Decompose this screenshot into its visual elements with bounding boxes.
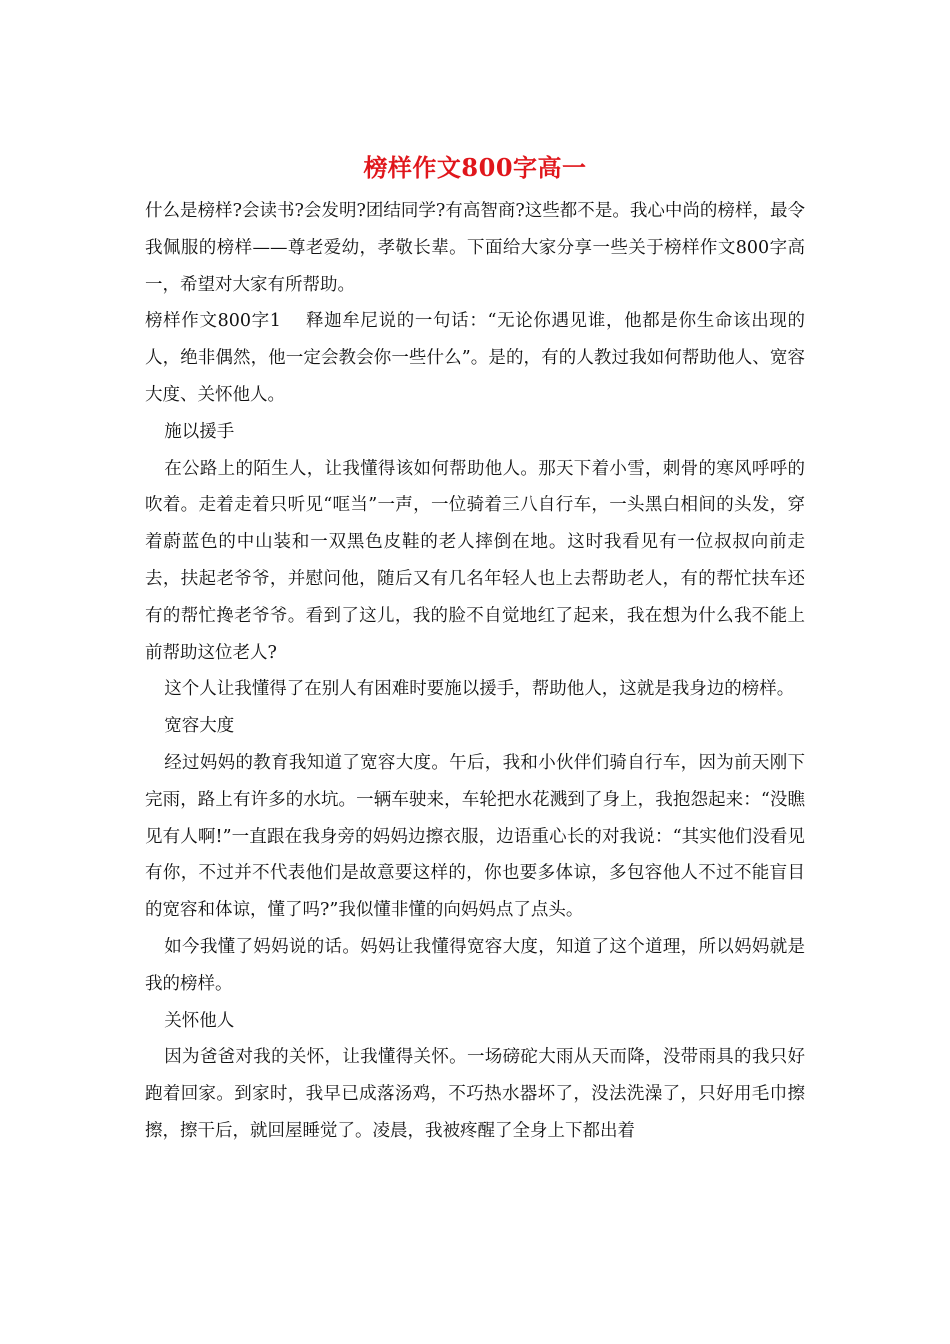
paragraph-care-story: 因为爸爸对我的关怀，让我懂得关怀。一场磅砣大雨从天而降，没带雨具的我只好跑着回家。到家时，我早已成落汤鸡，不巧热水器坏了，没法洗澡了，只好用毛巾擦擦，擦干后，就回屋睡觉了。凌晨，我被疼醒了全身上下都出着 bbox=[145, 1047, 805, 1141]
paragraph-help-story: 在公路上的陌生人，让我懂得该如何帮助他人。那天下着小雪，刺骨的寒风呼呼的吹着。走着走着只听见“哐当”一声，一位骑着三八自行车，一头黑白相间的头发，穿着蔚蓝色的中山装和一双黑色皮鞋的老人摔倒在地。这时我看见有一位叔叔向前走去，扶起老爷爷，并慰问他，随后又有几名年轻人也上去帮助老人，有的帮忙扶车还有的帮忙搀老爷爷。看到了这儿，我的脸不自觉地红了起来，我在想为什么我不能上前帮助这位老人? bbox=[145, 458, 805, 663]
document-title: 榜样作文800字高一 bbox=[363, 153, 587, 182]
paragraph-tolerance-conclusion: 如今我懂了妈妈说的话。妈妈让我懂得宽容大度，知道了这个道理，所以妈妈就是我的榜样。 bbox=[145, 936, 805, 994]
paragraph-help-conclusion: 这个人让我懂得了在别人有困难时要施以援手，帮助他人，这就是我身边的榜样。 bbox=[164, 679, 795, 700]
section-heading-care: 关怀他人 bbox=[164, 1010, 235, 1031]
section-heading-help: 施以援手 bbox=[164, 421, 235, 442]
paragraph-intro: 什么是榜样?会读书?会发明?团结同学?有高智商?这些都不是。我心中尚的榜样，最令我佩服的榜样——尊老爱幼，孝敬长辈。下面给大家分享一些关于榜样作文800字高一，希望对大家有所帮助。 bbox=[145, 201, 805, 295]
document-body bbox=[145, 193, 805, 1150]
section-heading-tolerance: 宽容大度 bbox=[164, 716, 235, 737]
paragraph-tolerance-story: 经过妈妈的教育我知道了宽容大度。午后，我和小伙伴们骑自行车，因为前天刚下完雨，路上有许多的水坑。一辆车驶来，车轮把水花溅到了身上，我抱怨起来：“没瞧见有人啊!”一直跟在我身旁的妈妈边擦衣服，边语重心长的对我说：“其实他们没看见有你，不过并不代表他们是故意要这样的，你也要多体谅，多包容他人不过不能盲目的宽容和体谅，懂了吗?”我似懂非懂的向妈妈点了点头。 bbox=[145, 752, 805, 921]
paragraph-essay-1-opening: 榜样作文800字1 释迦牟尼说的一句话：“无论你遇见谁，他都是你生命该出现的人，绝非偶然，他一定会教会你一些什么”。是的，有的人教过我如何帮助他人、宽容大度、关怀他人。 bbox=[145, 311, 805, 405]
